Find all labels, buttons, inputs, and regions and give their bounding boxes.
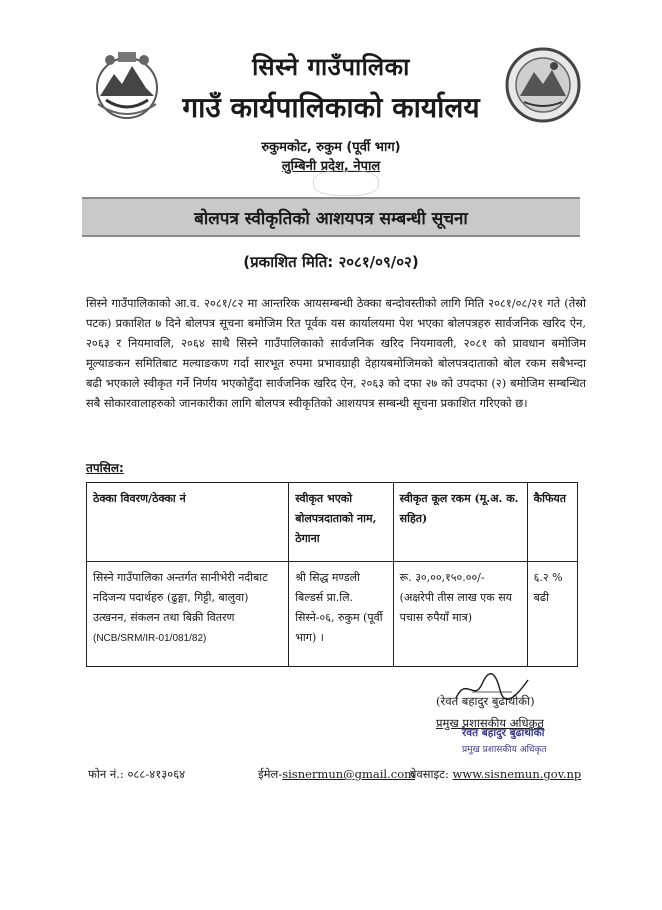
footer-website [410, 767, 581, 782]
award-table [86, 482, 578, 667]
col-header-amount: स्वीकृत कूल रकम (मू.अ. क. सहित) [393, 483, 527, 562]
contract-description: सिस्ने गाउँपालिका अन्तर्गत सानीभेरी नदीबाट नदिजन्य पदार्थहरु (ढुङ्गा, गिट्टी, बालुवा) उत्खनन, संकलन तथा बिक्री वितरण [93, 571, 268, 624]
table-header-row [87, 483, 578, 562]
col-header-remarks: कैफियत [527, 483, 577, 562]
stamp-title: प्रमुख प्रशासकीय अधिकृत [462, 745, 547, 755]
footer-email [258, 767, 415, 782]
office-name: गाउँ कार्यपालिकाको कार्यालय [182, 91, 480, 124]
email-label: ईमेल- [258, 767, 283, 781]
notice-title: बोलपत्र स्वीकृतिको आशयपत्र सम्बन्धी सूचना [194, 208, 468, 229]
amount-words: (अक्षरेपी तीस लाख एक सय पचास रुपैयाँ मात्र) [399, 591, 513, 624]
cell-remarks: ६.२ % बढी [527, 562, 577, 667]
stamp-name: रेवत बहादुर बुढाथोकी [462, 727, 545, 739]
cell-description [87, 562, 289, 667]
municipality-name: सिस्ने गाउँपालिका [252, 53, 410, 81]
cell-amount [393, 562, 527, 667]
website-label: वेवसाइट: [410, 767, 449, 781]
col-header-description: ठेक्का विवरण/ठेक्का नं [87, 483, 289, 562]
email-link[interactable]: sisnermun@gmail.com [282, 767, 416, 781]
cell-bidder: श्री सिद्ध मण्डली बिल्डर्स प्रा.लि. सिस्ने-०६, रुकुम (पूर्वी भाग) । [289, 562, 393, 667]
details-label: तपसिल: [86, 461, 124, 475]
contract-reference: (NCB/SRM/IR-01/081/82) [93, 633, 207, 644]
office-stamp [313, 170, 379, 196]
col-header-bidder: स्वीकृत भएको बोलपत्रदाताको नाम, ठेगाना [289, 483, 393, 562]
published-date: (प्रकाशित मिति: २०८१/०९/०२) [243, 253, 419, 271]
office-province: लुम्बिनी प्रदेश, नेपाल [281, 159, 381, 174]
amount-figure: रू. ३०,००,१५०.००/- [399, 571, 485, 584]
notice-title-banner [82, 197, 580, 237]
table-row [87, 562, 578, 667]
footer-phone: फोन नं.: ०८८-४१३०६४ [88, 767, 186, 781]
notice-body: सिस्ने गाउँपालिकाको आ.व. २०८१/८२ मा आन्तरिक आयसम्बन्धी ठेक्का बन्दोवस्तीको लागि मिति २०८१/०८/२१ गते (तेस्रो पटक) प्रकाशित ७ दिने बोलपत्र सूचना बमोजिम रित पूर्वक यस कार्यालयमा पेश भएका बोलपत्रहरु सार्वजनिक खरिद ऐन, २०६३ र नियमावलि, २०६४ साथै सिस्ने गाउँपालिकाको सार्वजनिक खरिद नियमावली, २०८१ को प्रावधान बमोजिम मूल्याङकन समितिबाट मल्याङकण गर्दा सारभूत रुपमा प्रभावग्राही देहायबमोजिमको बोलपत्रदाताको बोल रकम सबैभन्दा बढी भएकाले स्वीकृत गर्ने निर्णय भएकोहुँदा सार्वजनिक खरिद ऐन, २०६३ को दफा २७ को उपदफा (२) बमोजिम सम्बन्धित सबै सोकारवालाहरुको जानकारीका लागि बोलपत्र स्वीकृतिको आशयपत्र सम्बन्धी सूचना प्रकाशित गरिएको छ। [86, 296, 586, 410]
signatory-title: प्रमुख प्रशासकीय अधिकृत [436, 716, 544, 730]
website-link[interactable]: www.sisnemun.gov.np [452, 767, 582, 781]
office-address: रुकुमकोट, रुकुम (पूर्वी भाग) [261, 140, 401, 155]
signatory-name: (रेवत बहादुर बुढाथोकी) [436, 694, 535, 708]
